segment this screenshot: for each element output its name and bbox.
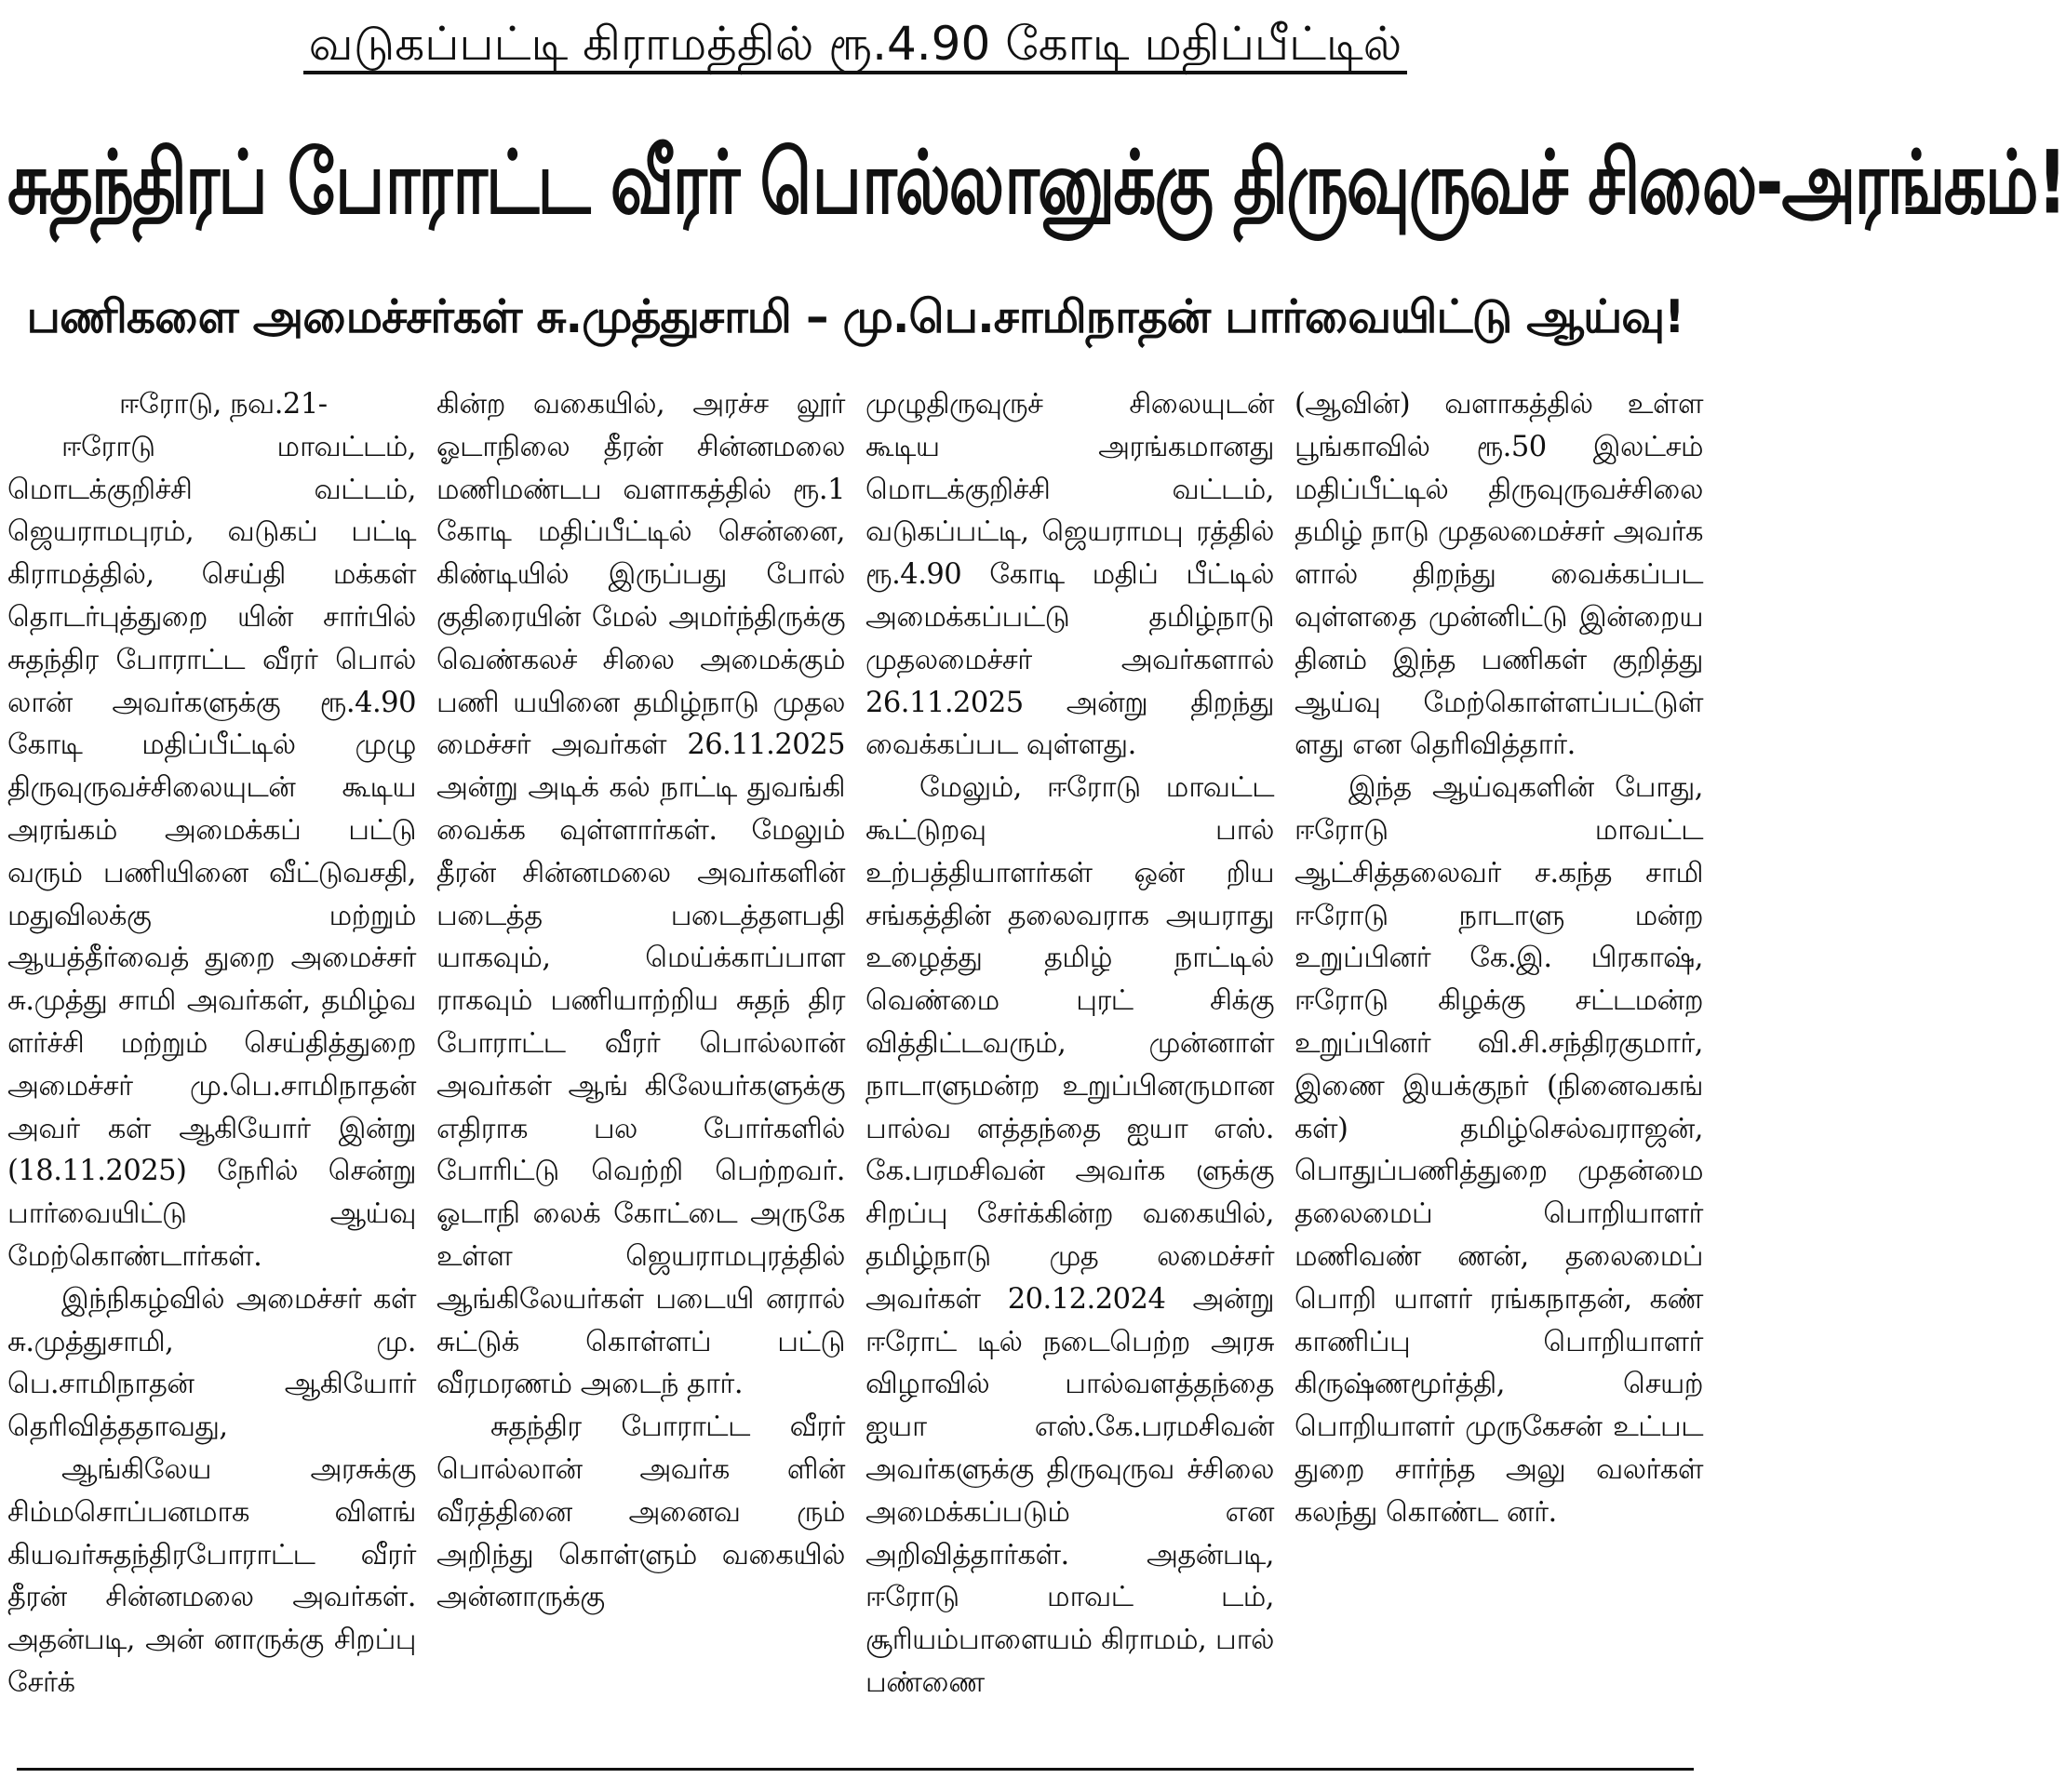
subheadline: பணிகளை அமைச்சர்கள் சு.முத்துசாமி – மு.பெ.சாமிநாதன் பார்வையிட்டு ஆய்வு!: [26, 290, 1684, 343]
article-column-3: [865, 383, 1274, 1751]
paragraph: (ஆவின்) வளாகத்தில் உள்ள பூங்காவில் ரூ.50 இலட்சம் மதிப்பீட்டில் திருவுருவச்சிலை தமிழ் நாடு முதலமைச்சர் அவர்க ளால் திறந்து வைக்கப்பட வுள்ளதை முன்னிட்டு இன்றைய தினம் இந்த பணிகள் குறித்து ஆய்வு மேற்கொள்ளப்பட்டுள் ளது என தெரிவித்தார்.: [1295, 388, 1703, 762]
bottom-divider: [17, 1768, 1694, 1771]
paragraph: இந்த ஆய்வுகளின் போது, ஈரோடு மாவட்ட ஆட்சித்தலைவர் ச.கந்த சாமி ஈரோடு நாடாளு மன்ற உறுப்பினர் கே.இ. பிரகாஷ், ஈரோடு கிழக்கு சட்டமன்ற உறுப்பினர் வி.சி.சந்திரகுமார், இணை இயக்குநர் (நினைவகங் கள்) தமிழ்செல்வராஜன், பொதுப்பணித்துறை முதன்மை தலைமைப் பொறியாளர் மணிவண் ணன், தலைமைப் பொறி யாளர் ரங்கநாதன், கண் காணிப்பு பொறியாளர் கிருஷ்ணமூர்த்தி, செயற் பொறியாளர் முருகேசன் உட்பட துறை சார்ந்த அலு வலர்கள் கலந்து கொண்ட னர்.: [1295, 771, 1703, 1529]
dateline: ஈரோடு, நவ.21-: [119, 388, 328, 421]
paragraph: ஆங்கிலேய அரசுக்கு சிம்மசொப்பனமாக விளங் கியவர்சுதந்திரபோராட்ட வீரர் தீரன் சின்னமலை அவர்கள். அதன்படி, அன் னாருக்கு சிறப்பு சேர்க்: [7, 1452, 416, 1699]
headline: சுதந்திரப் போராட்ட வீரர் பொல்லானுக்கு திருவுருவச் சிலை-அரங்கம்!: [7, 131, 2066, 234]
paragraph: ஈரோடு மாவட்டம், மொடக்குறிச்சி வட்டம், ஜெயராமபுரம், வடுகப் பட்டி கிராமத்தில், செய்தி மக்கள் தொடர்புத்துறை யின் சார்பில் சுதந்திர போராட்ட வீரர் பொல் லான் அவர்களுக்கு ரூ.4.90 கோடி மதிப்பீட்டில் முழு திருவுருவச்சிலையுடன் கூடிய அரங்கம் அமைக்கப் பட்டு வரும் பணியினை வீட்டுவசதி, மதுவிலக்கு மற்றும் ஆயத்தீர்வைத் துறை அமைச்சர் சு.முத்து சாமி அவர்கள், தமிழ்வ ளர்ச்சி மற்றும் செய்தித்துறை அமைச்சர் மு.பெ.சாமிநாதன் அவர் கள் ஆகியோர் இன்று (18.11.2025) நேரில் சென்று பார்வையிட்டு ஆய்வு மேற்கொண்டார்கள்.: [7, 430, 416, 1273]
kicker-text: வடுகப்பட்டி கிராமத்தில் ரூ.4.90 கோடி மதிப்பீட்டில்: [303, 17, 1407, 74]
article-column-1: [7, 383, 416, 1751]
paragraph: இந்நிகழ்வில் அமைச்சர் கள் சு.முத்துசாமி, மு. பெ.சாமிநாதன் ஆகியோர் தெரிவித்ததாவது,: [7, 1282, 416, 1444]
paragraph: மேலும், ஈரோடு மாவட்ட கூட்டுறவு பால் உற்பத்தியாளர்கள் ஒன் றிய சங்கத்தின் தலைவராக அயராது உழைத்து தமிழ் நாட்டில் வெண்மை புரட் சிக்கு வித்திட்டவரும், முன்னாள் நாடாளுமன்ற உறுப்பினருமான பால்வ ளத்தந்தை ஐயா எஸ். கே.பரமசிவன் அவர்க ளுக்கு சிறப்பு சேர்க்கின்ற வகையில், தமிழ்நாடு முத லமைச்சர் அவர்கள் 20.12.2024 அன்று ஈரோட் டில் நடைபெற்ற அரசு விழாவில் பால்வளத்தந்தை ஐயா எஸ்.கே.பரமசிவன் அவர்களுக்கு திருவுருவ ச்சிலை அமைக்கப்படும் என அறிவித்தார்கள். அதன்படி, ஈரோடு மாவட் டம், சூரியம்பாளையம் கிராமம், பால் பண்ணை: [865, 771, 1274, 1699]
article-column-2: [436, 383, 845, 1751]
paragraph: சுதந்திர போராட்ட வீரர் பொல்லான் அவர்க ளின் வீரத்தினை அனைவ ரும் அறிந்து கொள்ளும் வகையில் அன்னாருக்கு: [436, 1411, 845, 1614]
paragraph: கின்ற வகையில், அரச்ச லூர் ஓடாநிலை தீரன் சின்னமலை மணிமண்டப வளாகத்தில் ரூ.1 கோடி மதிப்பீட்டில் சென்னை, கிண்டியில் இருப்பது போல் குதிரையின் மேல் அமர்ந்திருக்கு வெண்கலச் சிலை அமைக்கும் பணி யயினை தமிழ்நாடு முதல மைச்சர் அவர்கள் 26.11.2025 அன்று அடிக் கல் நாட்டி துவங்கி வைக்க வுள்ளார்கள். மேலும் தீரன் சின்னமலை அவர்களின் படைத்த படைத்தளபதி யாகவும், மெய்க்காப்பாள ராகவும் பணியாற்றிய சுதந் திர போராட்ட வீரர் பொல்லான் அவர்கள் ஆங் கிலேயர்களுக்கு எதிராக பல போர்களில் போரிட்டு வெற்றி பெற்றவர். ஓடாநி லைக் கோட்டை அருகே உள்ள ஜெயராமபுரத்தில் ஆங்கிலேயர்கள் படையி னரால் சுட்டுக் கொள்ளப் பட்டு வீரமரணம் அடைந் தார்.: [436, 388, 845, 1401]
article-body: [7, 383, 1703, 1751]
kicker-line: [0, 13, 1710, 74]
article-column-4: [1295, 383, 1703, 1751]
paragraph: முழுதிருவுருச் சிலையுடன் கூடிய அரங்கமானது மொடக்குறிச்சி வட்டம், வடுகப்பட்டி, ஜெயராமபு ரத்தில் ரூ.4.90 கோடி மதிப் பீட்டில் அமைக்கப்பட்டு தமிழ்நாடு முதலமைச்சர் அவர்களால் 26.11.2025 அன்று திறந்து வைக்கப்பட வுள்ளது.: [865, 388, 1274, 762]
